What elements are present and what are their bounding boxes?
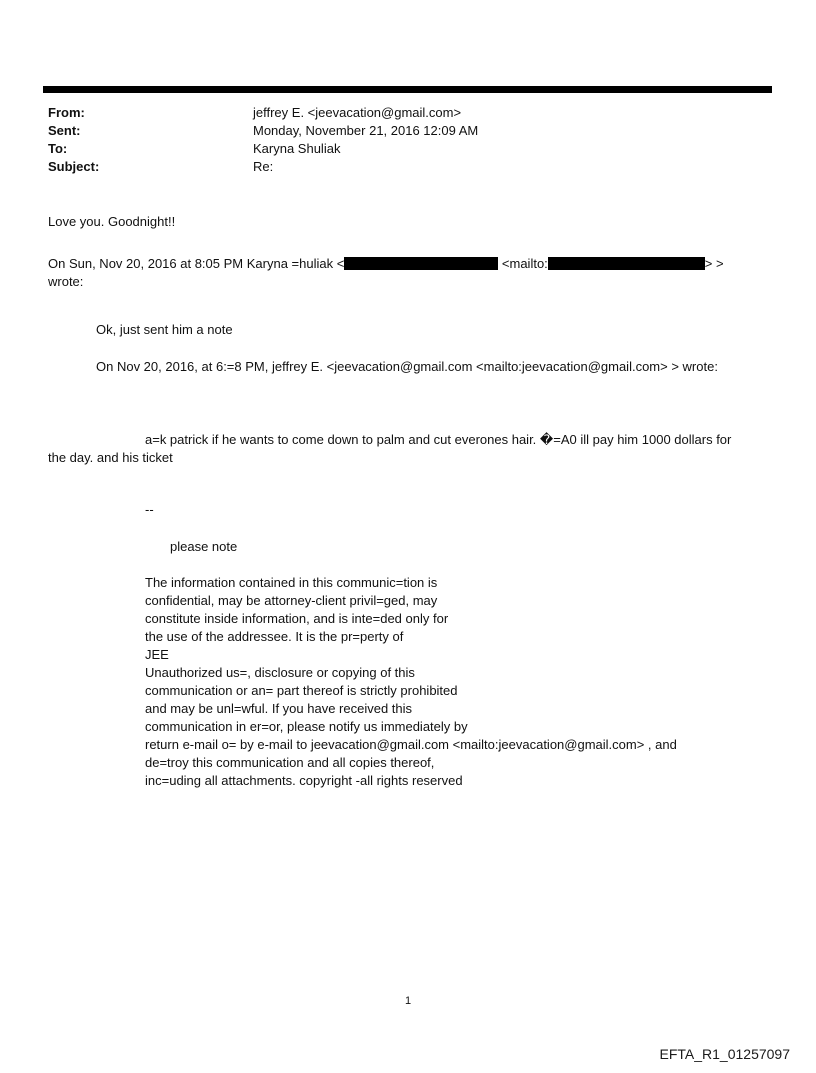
disclaimer-line: return e-mail o= by e-mail to jeevacation@gmail.com <mailto:jeevacation@gmail.com> , and: [145, 737, 677, 752]
header-row-sent: [48, 122, 768, 140]
reply-text: Ok, just sent him a note: [96, 322, 233, 337]
subject-value: Re:: [253, 159, 274, 174]
disclaimer-line: inc=uding all attachments. copyright -all rights reserved: [145, 773, 463, 788]
message-line: the day. and his ticket: [48, 450, 173, 465]
header-row-subject: [48, 158, 768, 176]
message-line: a=k patrick if he wants to come down to palm and cut everones hair. �=A0 ill pay him 1000 dollars for: [145, 432, 732, 447]
page-number: 1: [404, 995, 412, 1007]
header-divider-bar: [43, 86, 772, 93]
from-label: From:: [48, 105, 85, 120]
to-label: To:: [48, 141, 68, 156]
quote-mailto-text: <mailto:: [498, 256, 548, 271]
bates-number: EFTA_R1_01257097: [659, 1046, 790, 1062]
disclaimer-line: The information contained in this communic=tion is: [145, 575, 438, 590]
quoted-header-karyna: [48, 255, 770, 291]
quote-post-text: > >: [704, 256, 724, 271]
disclaimer-line: communication or an= part thereof is strictly prohibited: [145, 683, 458, 698]
email-header: [48, 104, 768, 176]
disclaimer-line: Unauthorized us=, disclosure or copying of this: [145, 665, 415, 680]
redaction-bar: [548, 257, 705, 270]
disclaimer-line: JEE: [145, 647, 169, 662]
signature-divider: --: [145, 502, 154, 517]
message-paragraph: [48, 431, 793, 467]
disclaimer-line: de=troy this communication and all copies thereof,: [145, 755, 435, 770]
disclaimer-line: constitute inside information, and is inte=ded only for: [145, 611, 449, 626]
legal-disclaimer: [145, 574, 785, 790]
redaction-bar: [344, 257, 498, 270]
sent-value: Monday, November 21, 2016 12:09 AM: [253, 123, 479, 138]
disclaimer-line: communication in er=or, please notify us immediately by: [145, 719, 468, 734]
subject-label: Subject:: [48, 159, 100, 174]
quote-wrote-text: wrote:: [48, 274, 84, 289]
quoted-header-line: [48, 255, 770, 273]
disclaimer-line: confidential, may be attorney-client privil=ged, may: [145, 593, 438, 608]
quoted-header-jeffrey: On Nov 20, 2016, at 6:=8 PM, jeffrey E. <jeevacation@gmail.com <mailto:jeevacation@gmail.com> > wrote:: [96, 359, 718, 374]
disclaimer-line: and may be unl=wful. If you have received this: [145, 701, 413, 716]
quote-pre-text: On Sun, Nov 20, 2016 at 8:05 PM Karyna =huliak <: [48, 256, 345, 271]
header-row-from: [48, 104, 768, 122]
from-value: jeffrey E. <jeevacation@gmail.com>: [253, 105, 462, 120]
email-greeting-text: Love you. Goodnight!!: [48, 214, 176, 229]
disclaimer-line: the use of the addressee. It is the pr=perty of: [145, 629, 404, 644]
to-value: Karyna Shuliak: [253, 141, 341, 156]
header-row-to: [48, 140, 768, 158]
sent-label: Sent:: [48, 123, 81, 138]
signature-note: please note: [170, 539, 238, 554]
